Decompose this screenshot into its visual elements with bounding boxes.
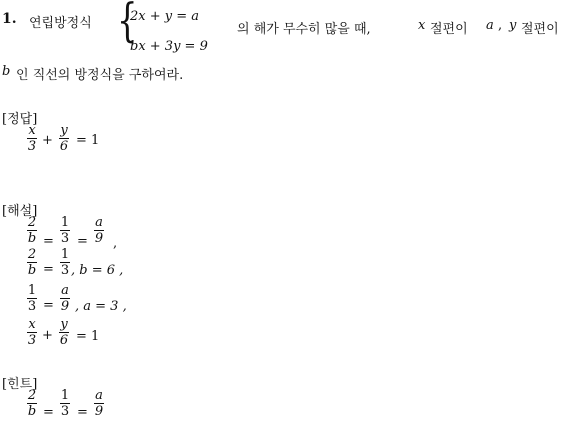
frac-num: 2 [27,215,37,230]
answer-frac-x3 [27,124,37,153]
hint-eq1: = [43,405,54,420]
answer-heading: [정답] [2,112,38,127]
frac-num: 2 [27,247,37,262]
frac-num: 2 [27,388,37,403]
frac-den: b [27,231,37,246]
frac-num: y [60,123,68,138]
sol-row1-frac1 [27,216,37,245]
frac-num: x [28,317,36,332]
problem-text-after: 의 해가 무수히 많을 때, [237,22,371,37]
system-brace: { [117,0,138,47]
problem-line2: 인 직선의 방정식을 구하여라. [16,68,184,83]
frac-num: 1 [60,215,70,230]
problem-number: 1. [2,11,17,27]
sol-row1-tail: , [113,236,118,251]
frac-den: 3 [27,139,37,154]
sol-row3-frac2 [60,284,70,313]
hint-frac2 [60,389,70,418]
y-intercept-label: 절편이 [521,22,559,37]
sol-row4-frac1 [27,318,37,347]
sol-row3-tail: , a = 3 , [75,299,127,314]
frac-den: b [27,404,37,419]
sol-row3-frac1 [27,284,37,313]
sol-row2-frac2 [60,248,70,277]
frac-den: b [27,263,37,278]
a-var: a [486,18,494,33]
b-var: b [2,64,11,79]
sol-row3-eq1: = [43,298,54,313]
system-eq2: bx + 3y = 9 [130,39,208,54]
x-intercept-label: 절편이 [430,22,468,37]
sol-row1-eq1: = [43,234,54,249]
sol-row4-frac2 [59,318,69,347]
system-eq1: 2x + y = a [130,9,200,24]
frac-den: 3 [60,231,70,246]
frac-den: 3 [60,263,70,278]
frac-num: a [95,215,103,230]
answer-plus: + [42,133,53,148]
hint-frac1 [27,389,37,418]
frac-den: 6 [59,333,69,348]
sol-row4-plus: + [42,328,53,343]
problem-intro: 연립방정식 [29,16,92,31]
frac-den: 3 [27,333,37,348]
hint-frac3 [94,389,104,418]
x-var: x [418,18,426,33]
hint-eq2: = [77,405,88,420]
frac-den: 9 [94,404,104,419]
sol-row1-frac3 [94,216,104,245]
answer-rhs: = 1 [76,133,100,148]
sol-row1-eq2: = [77,234,88,249]
sol-row2-frac1 [27,248,37,277]
frac-den: 3 [60,404,70,419]
sol-row4-rhs: = 1 [76,329,100,344]
frac-den: 9 [94,231,104,246]
sol-row1-frac2 [60,216,70,245]
hint-heading: [힌트] [2,377,38,392]
frac-den: 6 [59,139,69,154]
answer-frac-y6 [59,124,69,153]
frac-den: 3 [27,299,37,314]
frac-num: a [61,283,69,298]
sol-row2-tail: , b = 6 , [71,263,124,278]
solution-heading: [해설] [2,204,38,219]
frac-num: 1 [60,247,70,262]
frac-num: a [95,388,103,403]
frac-num: 1 [27,283,37,298]
comma: , [498,18,503,33]
frac-num: x [28,123,36,138]
frac-num: y [60,317,68,332]
frac-num: 1 [60,388,70,403]
sol-row2-eq1: = [43,262,54,277]
y-var: y [509,18,517,33]
frac-den: 9 [60,299,70,314]
